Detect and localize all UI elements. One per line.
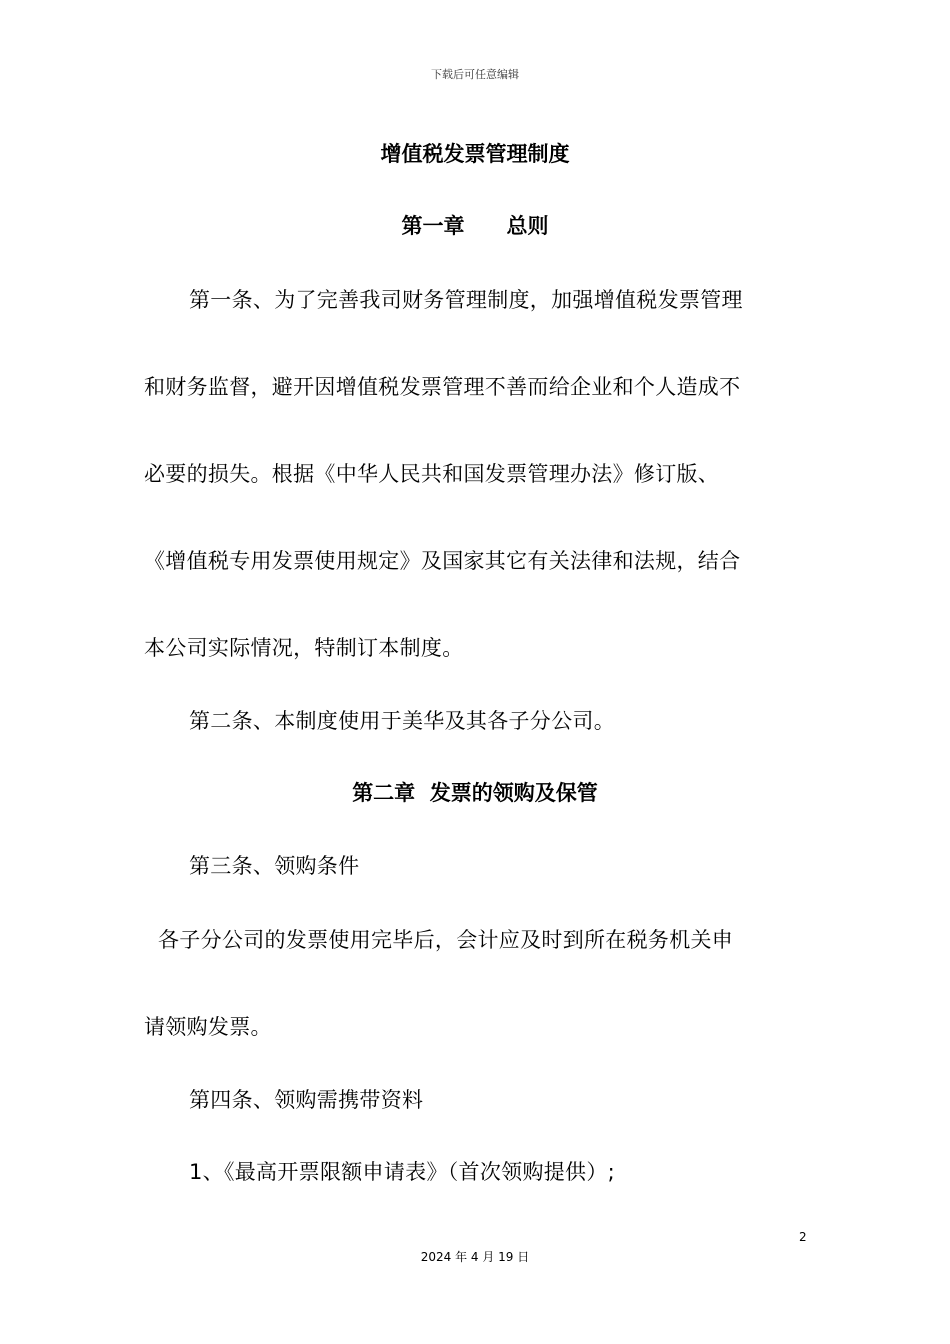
article-3-heading: 第三条、领购条件 bbox=[189, 854, 360, 878]
article-1-line-1: 第一条、为了完善我司财务管理制度，加强增值税发票管理 bbox=[189, 288, 743, 312]
article-4-heading: 第四条、领购需携带资料 bbox=[189, 1088, 424, 1112]
article-1-line-2: 和财务监督，避开因增值税发票管理不善而给企业和个人造成不 bbox=[144, 375, 741, 399]
article-2: 第二条、本制度使用于美华及其各子分公司。 bbox=[189, 709, 615, 733]
document-title: 增值税发票管理制度 bbox=[380, 142, 570, 166]
list-item-1: 1、《最高开票限额申请表》（首次领购提供）; bbox=[189, 1160, 616, 1184]
chapter-1-heading: 第一章 总则 bbox=[401, 214, 549, 238]
chapter-2-heading: 第二章 发票的领购及保管 bbox=[352, 781, 598, 805]
article-3-line-1: 各子分公司的发票使用完毕后，会计应及时到所在税务机关申 bbox=[158, 928, 734, 952]
page-number: 2 bbox=[799, 1230, 807, 1244]
article-1-line-5: 本公司实际情况，特制订本制度。 bbox=[144, 636, 464, 660]
article-3-line-2: 请领购发票。 bbox=[144, 1015, 272, 1039]
article-1-line-4: 《增值税专用发票使用规定》及国家其它有关法律和法规，结合 bbox=[144, 549, 741, 573]
header-note: 下载后可任意编辑 bbox=[431, 68, 519, 81]
article-1-line-3: 必要的损失。根据《中华人民共和国发票管理办法》修订版、 bbox=[144, 462, 720, 486]
footer-date: 2024 年 4 月 19 日 bbox=[420, 1250, 530, 1264]
